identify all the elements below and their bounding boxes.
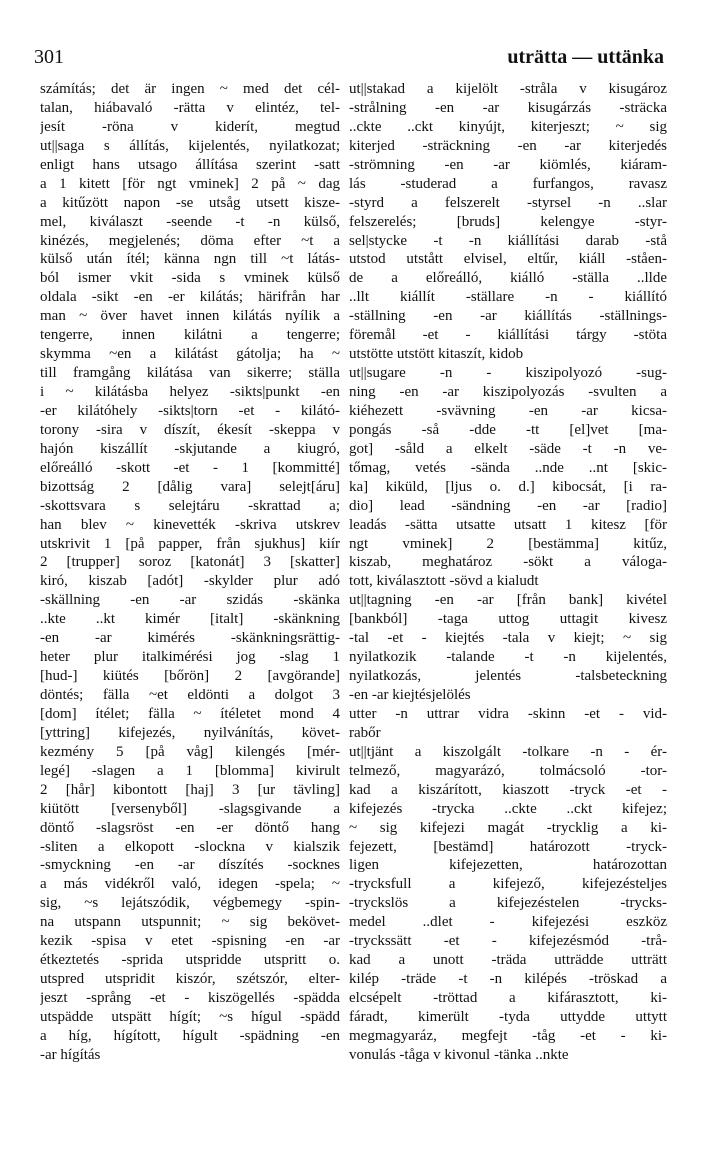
entry-line: [yttring] kifejezés, nyilvánítás, követ- — [40, 724, 340, 741]
entry-line: külső után ítél; känna ngn till ~t látás- — [40, 251, 340, 268]
entry-line: -smyckning -en -ar díszítés -socknes — [40, 857, 340, 874]
entry-line: [bankból] -taga uttog uttagit kivesz — [349, 611, 667, 628]
entry-line: got] -såld a elkelt -säde -t -n ve- — [349, 440, 667, 457]
entry-line: utspred utspridit kiszór, szétszór, elter- — [40, 971, 340, 988]
entry-line: kezik -spisa v etet -spisning -en -ar — [40, 933, 340, 950]
entry-line: hajón kiszállít -skjutande a kiugró, — [40, 440, 340, 457]
entry-line: bizottság 2 [dålig vara] selejt[áru] — [40, 478, 340, 495]
entry-line: sel|stycke -t -n kiállítási darab -stå — [349, 232, 667, 249]
entry-line: tőmag, vetés -sända ..nde ..nt [skic- — [349, 459, 667, 476]
entry-line: a 1 kitett [för ngt vminek] 2 på ~ dag — [40, 175, 340, 192]
entry-line: kilép -träde -t -n kilépés -tröskad a — [349, 971, 667, 988]
entry-line: han blev ~ kinevették -skriva utskrev — [40, 516, 340, 533]
entry-line: jeszt -språng -et - kiszögellés -spädda — [40, 990, 340, 1006]
entry-line: kiéhezett -svävning -en -ar kicsa- — [349, 402, 667, 419]
entry-line: ból ismer vkit -sida s vminek külső — [40, 270, 340, 287]
entry-line: kiszab, meghatároz -sökt a váloga- — [349, 554, 667, 571]
entry-line: 2 [trupper] soroz [katonát] 3 [skatter] — [40, 554, 340, 571]
entry-line: nyilatkozás, jelentés -talsbeteckning — [349, 668, 667, 685]
entry-line: dio] lead -sändning -en -ar [radio] — [349, 497, 667, 514]
entry-line: kad a unott -träda utträdde utträtt — [349, 952, 667, 969]
entry-line: [dom] ítélet; fälla ~ ítéletet mond 4 — [40, 705, 340, 722]
entry-line: talan, hiábavaló -rätta v elintéz, tel- — [40, 99, 340, 116]
entry-line: a más vidékről való, idegen -spela; ~ — [40, 876, 340, 893]
entry-line: ut||stakad a kijelölt -stråla v kisugároz — [349, 81, 667, 97]
page-number: 301 — [34, 46, 64, 68]
left-column — [40, 80, 340, 1065]
entry-line: kezmény 5 [på våg] kilengés [mér- — [40, 743, 340, 760]
entry-line: nyilatkozik -talande -t -n kijelentés, — [349, 649, 667, 666]
entry-line: torony -sira v díszít, ékesít -skeppa v — [40, 421, 340, 438]
entry-line: megmagyaráz, megfejt -tåg -et - ki- — [349, 1027, 667, 1044]
entry-line: vonulás -tåga v kivonul -tänka ..nkte — [349, 1046, 569, 1063]
entry-line: 2 [hår] kibontott [haj] 3 [ur tävling] — [40, 781, 340, 798]
entry-line: utter -n uttrar vidra -skinn -et - vid- — [349, 705, 667, 722]
entry-line: kinézés, megjelenés; döma efter ~t a — [40, 232, 340, 249]
entry-line: de a előreálló, kiálló -ställa ..llde — [349, 270, 667, 287]
entry-line: jesít -röna v kiderít, megtud — [40, 118, 340, 135]
entry-line: kiró, kiszab [adót] -skylder plur adó — [40, 573, 340, 590]
entry-line: ligen kifejezetten, határozottan — [349, 857, 667, 874]
right-column — [349, 80, 667, 1065]
entry-line: ..kte ..kt kimér [italt] -skänkning — [40, 611, 340, 628]
entry-line: -sliten a elkopott -slockna v kialszik — [40, 838, 340, 855]
entry-line: ~ sig kifejezi magát -trycklig a ki- — [349, 819, 667, 836]
entry-line: ut||sugare -n - kiszipolyozó -sug- — [349, 365, 667, 382]
entry-line: döntő -slagsröst -en -er döntő hang — [40, 819, 340, 836]
entry-line: ning -en -ar kiszipolyozás -svulten a — [349, 384, 667, 400]
entry-line: skymma ~en a kilátást gátolja; ha ~ — [40, 346, 340, 363]
entry-line: a híg, hígított, hígult -spädning -en — [40, 1027, 340, 1044]
entry-line: sig, ~s lejátszódik, végbemegy -spin- — [40, 895, 340, 912]
entry-line: -tal -et - kiejtés -tala v kiejt; ~ sig — [349, 630, 667, 647]
entry-line: ..llt kiállít -ställare -n - kiállító — [349, 289, 667, 306]
entry-line: előreálló -skott -et - 1 [kommitté] — [40, 459, 340, 476]
entry-line: till framgång kilátása van sikerre; ställa — [40, 365, 340, 382]
entry-line: ngt vminek] 2 [bestämma] kitűz, — [349, 535, 667, 552]
entry-line: ut||tjänt a kiszolgált -tolkare -n - ér- — [349, 743, 667, 760]
entry-line: föremål -et - kiállítási tárgy -stöta — [349, 327, 667, 344]
entry-line: ut||tagning -en -ar [från bank] kivétel — [349, 592, 667, 609]
entry-line: enligt hans utsago állítása szerint -satt — [40, 156, 340, 173]
entry-line: tengerre, innen kilátni a tengerre; — [40, 327, 340, 344]
entry-line: -en -ar kimérés -skänkningsrättig- — [40, 630, 340, 647]
entry-line: fejezett, [bestämd] határozott -tryck- — [349, 838, 667, 855]
entry-line: ..ckte ..ckt kinyújt, kiterjeszt; ~ sig — [349, 118, 667, 135]
entry-line: elcsépelt -tröttad a kifárasztott, ki- — [349, 990, 667, 1006]
entry-line: mel, kiválaszt -seende -t -n külső, — [40, 213, 340, 230]
entry-line: felszerelés; [bruds] kelengye -styr- — [349, 213, 667, 230]
entry-line: -ställning -en -ar kiállítás -ställnings- — [349, 308, 667, 325]
entry-line: kifejezés -trycka ..ckte ..ckt kifejez; — [349, 800, 667, 817]
entry-line: -en -ar kiejtésjelölés — [349, 687, 471, 703]
entry-line: telmező, magyarázó, tolmácsoló -tor- — [349, 762, 667, 779]
entry-line: -skottsvara s selejtáru -skrattad a; — [40, 497, 340, 514]
entry-line: döntés; fälla ~et eldönti a dolgot 3 — [40, 687, 340, 703]
entry-line: ut||saga s állítás, kijelentés, nyilatkozat; — [40, 137, 340, 154]
entry-line: -skällning -en -ar szidás -skänka — [40, 592, 340, 609]
entry-line: i ~ kilátásba helyez -sikts|punkt -en — [40, 384, 340, 400]
entry-line: rabőr — [349, 724, 381, 741]
entry-line: számítás; det är ingen ~ med det cél- — [40, 81, 340, 97]
entry-line: -er kilátóhely -sikts|torn -et - kilátó- — [40, 402, 340, 419]
entry-line: -strömning -en -ar kiömlés, kiáram- — [349, 156, 667, 173]
entry-line: kad a kiszárított, kiaszott -tryck -et - — [349, 781, 667, 798]
entry-line: kiterjed -sträckning -en -ar kiterjedés — [349, 137, 667, 154]
entry-line: -tryckslös a kifejezéstelen -trycks- — [349, 895, 667, 912]
entry-line: utskrivit 1 [på papper, från sjukhus] kiír — [40, 535, 340, 552]
entry-line: kiütött [versenyből] -slagsgivande a — [40, 800, 340, 817]
entry-line: lás -studerad a furfangos, ravasz — [349, 175, 667, 192]
entry-line: -styrd a felszerelt -styrsel -n ..slar — [349, 194, 667, 211]
entry-line: pongás -så -dde -tt [el]vet [ma- — [349, 421, 667, 438]
entry-line: utspädde utspätt hígít; ~s hígul -spädd — [40, 1008, 340, 1025]
entry-line: leadás -sätta utsatte utsatt 1 kitesz [för — [349, 516, 667, 533]
entry-line: medel ..dlet - kifejezési eszköz — [349, 914, 667, 931]
entry-line: heter plur italkimérési jog -slag 1 — [40, 649, 340, 666]
entry-line: -ar hígítás — [40, 1046, 101, 1063]
entry-line: tott, kiválasztott -sövd a kialudt — [349, 573, 539, 590]
entry-line: [hud-] kiütés [bőrön] 2 [avgörande] — [40, 668, 340, 685]
guide-words: uträtta — uttänka — [507, 46, 664, 68]
entry-line: -trycksfull a kifejező, kifejezésteljes — [349, 876, 667, 893]
page-header — [34, 46, 664, 76]
entry-line: legé] -slagen a 1 [blomma] kivirult — [40, 762, 340, 779]
entry-line: utstötte utstött kitaszít, kidob — [349, 346, 524, 363]
entry-line: na utspann utspunnit; ~ sig bekövet- — [40, 914, 340, 931]
entry-line: -strålning -en -ar kisugárzás -sträcka — [349, 99, 667, 116]
entry-line: ka] kiküld, [ljus o. d.] kibocsát, [i ra- — [349, 478, 667, 495]
entry-line: fáradt, kimerült -tyda uttydde uttytt — [349, 1008, 667, 1025]
entry-line: oldala -sikt -en -er kilátás; härifrån har — [40, 289, 340, 306]
entry-line: man ~ över havet innen kilátás nyílik a — [40, 308, 340, 325]
entry-line: utstod utstått elvisel, eltűr, kiáll -ståen- — [349, 251, 667, 268]
entry-line: a kitűzött napon -se utsåg utsett kisze- — [40, 194, 340, 211]
entry-line: -tryckssätt -et - kifejezésmód -trå- — [349, 933, 667, 950]
entry-line: étkeztetés -sprida utspridde utspritt o. — [40, 952, 340, 969]
